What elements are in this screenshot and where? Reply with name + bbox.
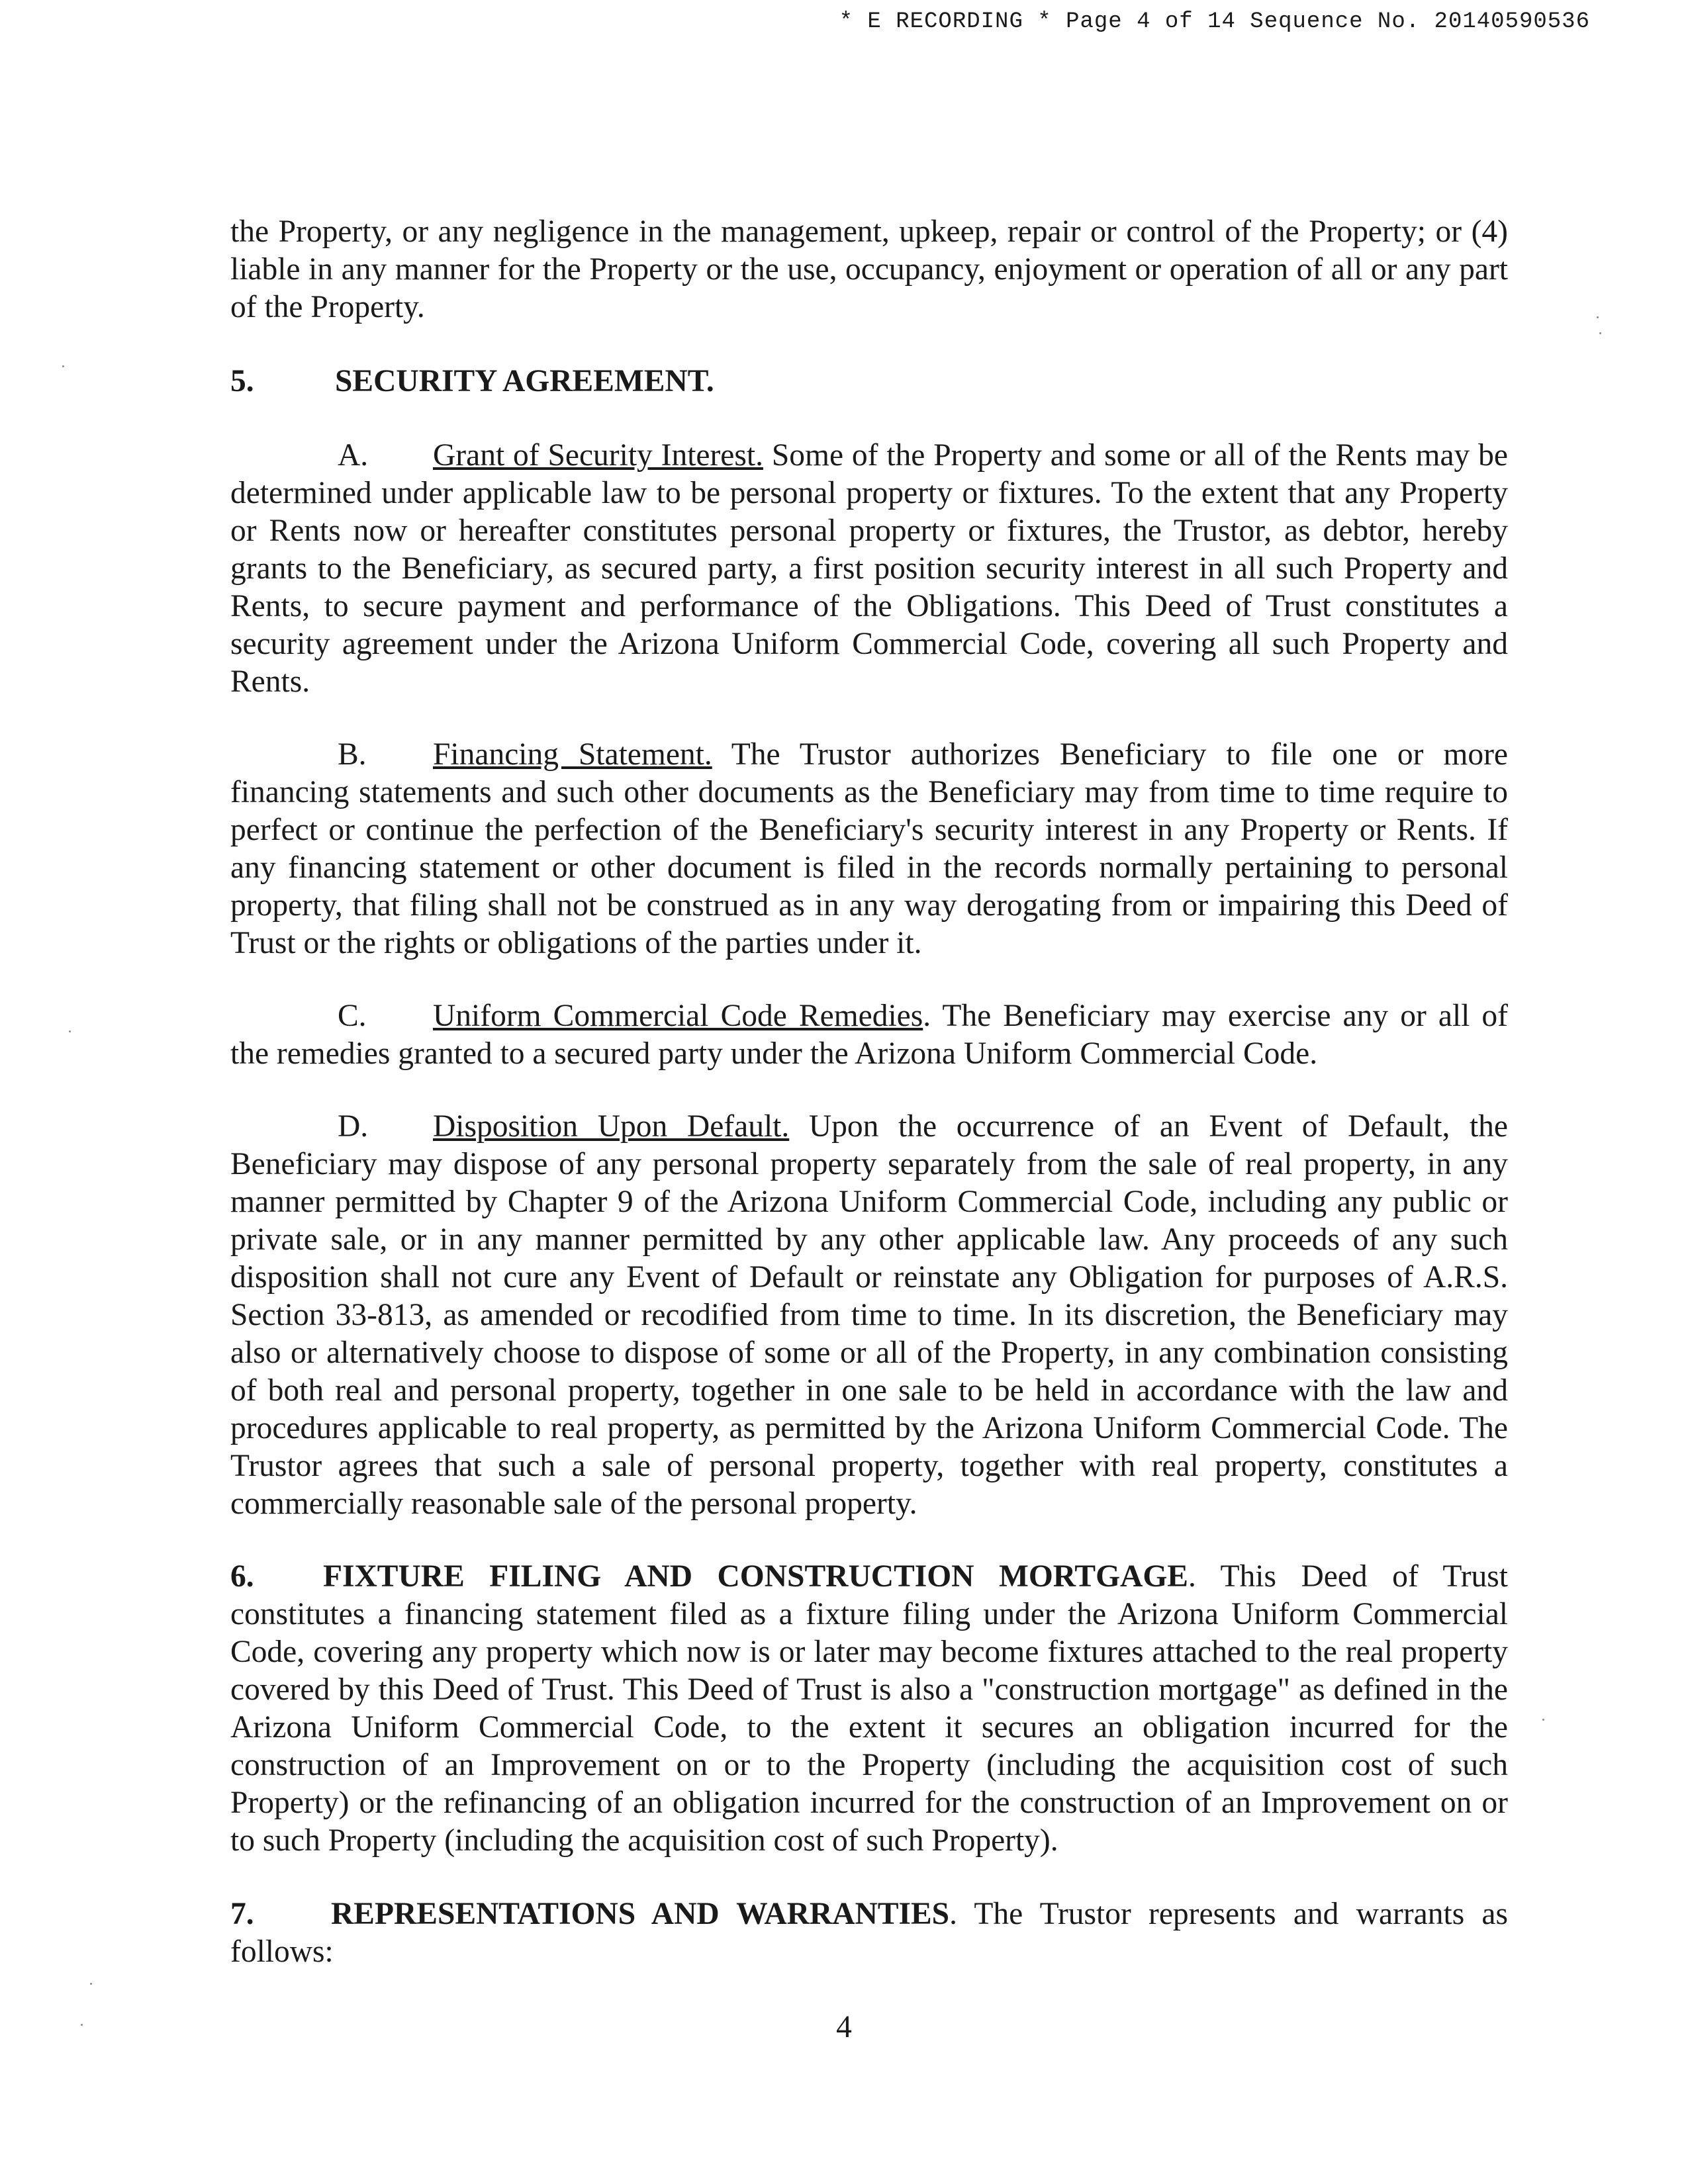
subsection-a-title: Grant of Security Interest. (433, 438, 763, 473)
document-body (230, 213, 1508, 2007)
section-5-title: SECURITY AGREEMENT. (335, 364, 714, 398)
scan-speck (81, 2024, 83, 2026)
subsection-d-title: Disposition Upon Default. (433, 1109, 790, 1144)
scan-speck (69, 1030, 71, 1032)
section-7-title: REPRESENTATIONS AND WARRANTIES (331, 1897, 950, 1931)
subsection-c-title: Uniform Commercial Code Remedies (433, 999, 923, 1033)
subsection-a (230, 437, 1508, 701)
subsection-a-text: Some of the Property and some or all of the Rents may be determined under applicable law to be personal property or fixtures. To the extent that any Property or Rents now or hereafter constitutes personal property or fixtures, the Trustor, as debtor, hereby grants to the Beneficiary, as secured party, a first position security interest in all such Property and Rents, to secure payment and performance of the Obligations. This Deed of Trust constitutes a security agreement under the Arizona Uniform Commercial Code, covering all such Property and Rents. (230, 438, 1508, 699)
subsection-d-text: Upon the occurrence of an Event of Default, the Beneficiary may dispose of any personal property separately from the sale of real property, in any manner permitted by Chapter 9 of the Arizona Uniform Commercial Code, including any public or private sale, or in any manner permitted by any other applicable law. Any proceeds of any such disposition shall not cure any Event of Default or reinstate any Obligation for purposes of A.R.S. Section 33-813, as amended or recodified from time to time. In its discretion, the Beneficiary may also or alternatively choose to dispose of some or all of the Property, in any combination consisting of both real and personal property, together in one sale to be held in accordance with the law and procedures applicable to real property, as permitted by the Arizona Uniform Commercial Code. The Trustor agrees that such a sale of personal property, together with real property, constitutes a commercially reasonable sale of the personal property. (230, 1109, 1509, 1521)
subsection-b-letter: B. (338, 737, 367, 772)
scan-speck (1599, 332, 1601, 334)
section-7-number: 7. (230, 1897, 254, 1931)
scan-speck (90, 1983, 92, 1985)
subsection-c (230, 997, 1508, 1073)
scan-speck (62, 365, 64, 367)
section-5-number: 5. (230, 364, 254, 398)
subsection-d-letter: D. (338, 1109, 369, 1144)
subsection-d (230, 1108, 1508, 1523)
subsection-c-text: . The Beneficiary may exercise any or all of the remedies granted to a secured party under the Arizona Uniform Commercial Code. (230, 999, 1508, 1071)
section-6-number: 6. (230, 1559, 254, 1594)
subsection-a-letter: A. (338, 438, 369, 473)
scan-speck (1597, 316, 1599, 318)
subsection-b-title: Financing Statement. (433, 737, 712, 772)
subsection-c-letter: C. (338, 999, 367, 1033)
recording-stamp: * E RECORDING * Page 4 of 14 Sequence No. 20140590536 (839, 9, 1590, 34)
subsection-b (230, 736, 1508, 962)
subsection-b-text: The Trustor authorizes Beneficiary to file one or more financing statements and such other documents as the Beneficiary may from time to time require to perfect or continue the perfection of the Beneficiary's security interest in any Property or Rents. If any financing statement or other document is filed in the records normally pertaining to personal property, that filing shall not be construed as in any way derogating from or impairing this Deed of Trust or the rights or obligations of the parties under it. (230, 737, 1508, 960)
section-5-heading (230, 363, 1508, 400)
intro-paragraph: the Property, or any negligence in the management, upkeep, repair or control of the Property; or (4) liable in any manner for the Property or the use, occupancy, enjoyment or operation of all or any part of the Property. (230, 214, 1508, 324)
section-7-text: . The Trustor represents and warrants as follows: (230, 1897, 1508, 1969)
page-number: 4 (836, 2010, 852, 2044)
section-7 (230, 1895, 1508, 1971)
section-6 (230, 1558, 1508, 1860)
section-6-title: FIXTURE FILING AND CONSTRUCTION MORTGAGE (323, 1559, 1188, 1594)
scan-speck (1542, 1719, 1544, 1721)
section-6-text: . This Deed of Trust constitutes a financing statement filed as a fixture filing under the Arizona Uniform Commercial Code, covering any property which now is or later may become fixtures attached to the real property covered by this Deed of Trust. This Deed of Trust is also a "construction mortgage" as defined in the Arizona Uniform Commercial Code, to the extent it secures an obligation incurred for the construction of an Improvement on or to the Property (including the acquisition cost of such Property) or the refinancing of an obligation incurred for the construction of an Improvement on or to such Property (including the acquisition cost of such Property). (230, 1559, 1508, 1858)
